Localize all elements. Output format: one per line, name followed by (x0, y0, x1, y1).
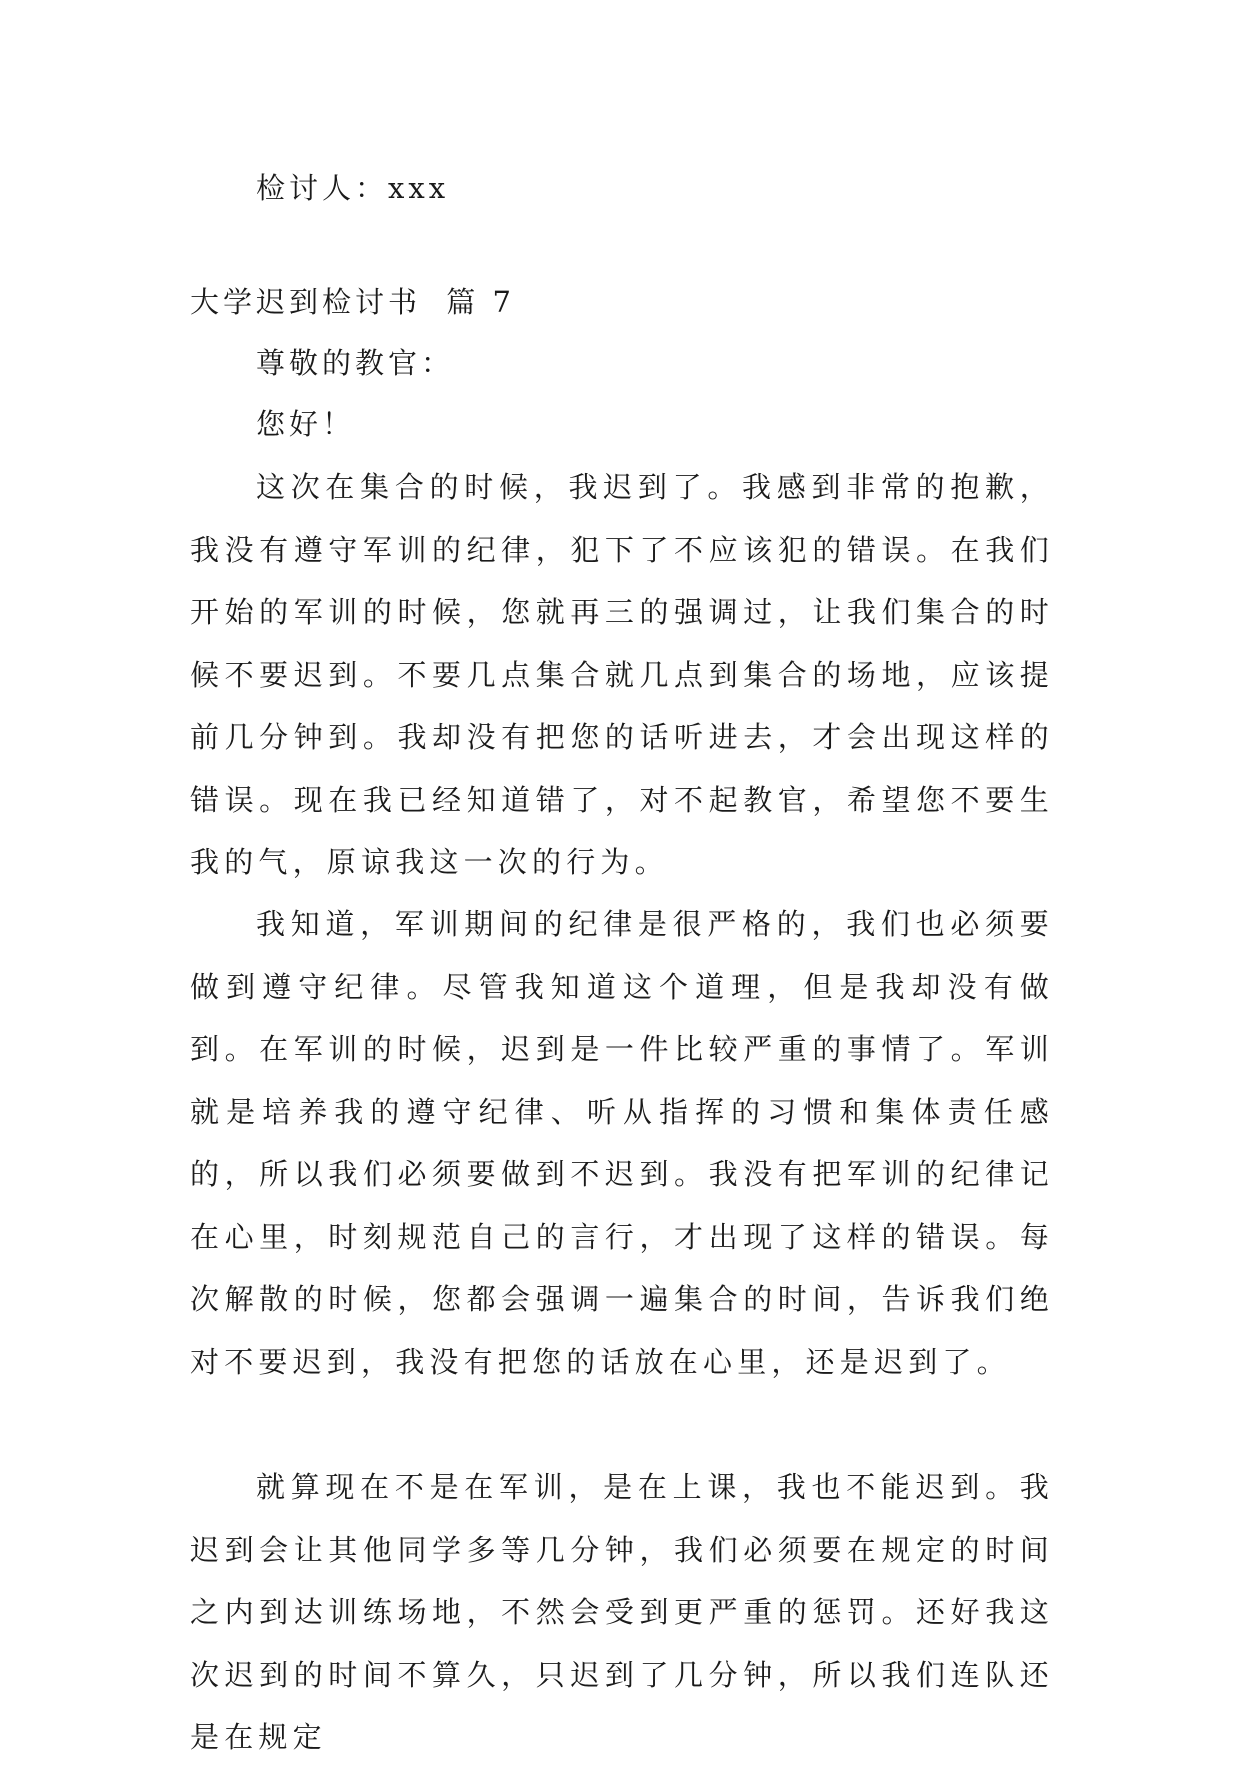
section-title: 大学迟到检讨书 (190, 285, 422, 319)
signature-name: xxx (388, 171, 450, 205)
body-paragraph-2: 我知道，军训期间的纪律是很严格的，我们也必须要做到遵守纪律。尽管我知道这个道理，但是我却没有做到。在军训的时候，迟到是一件比较严重的事情了。军训就是培养我的遵守纪律、听从指挥的习惯和集体责任感的，所以我们必须要做到不迟到。我没有把军训的纪律记在心里，时刻规范自己的言行，才出现了这样的错误。每次解散的时候，您都会强调一遍集合的时间，告诉我们绝对不要迟到，我没有把您的话放在心里，还是迟到了。 (190, 907, 1054, 1379)
salutation: 尊敬的教官： (256, 346, 455, 380)
greeting: 您好！ (256, 407, 356, 441)
section-number: 篇 7 (446, 285, 515, 319)
body-paragraph-1: 这次在集合的时候，我迟到了。我感到非常的抱歉，我没有遵守军训的纪律，犯下了不应该犯的错误。在我们开始的军训的时候，您就再三的强调过，让我们集合的时候不要迟到。不要几点集合就几点到集合的场地，应该提前几分钟到。我却没有把您的话听进去，才会出现这样的错误。现在我已经知道错了，对不起教官，希望您不要生我的气，原谅我这一次的行为。 (190, 470, 1054, 879)
signature-line (256, 168, 449, 208)
signature-label: 检讨人： (256, 171, 389, 205)
body-paragraph-3: 就算现在不是在军训，是在上课，我也不能迟到。我迟到会让其他同学多等几分钟，我们必须要在规定的时间之内到达训练场地，不然会受到更严重的惩罚。还好我这次迟到的时间不算久，只迟到了几分钟，所以我们连队还是在规定 (190, 1470, 1054, 1754)
section-heading (190, 282, 515, 322)
